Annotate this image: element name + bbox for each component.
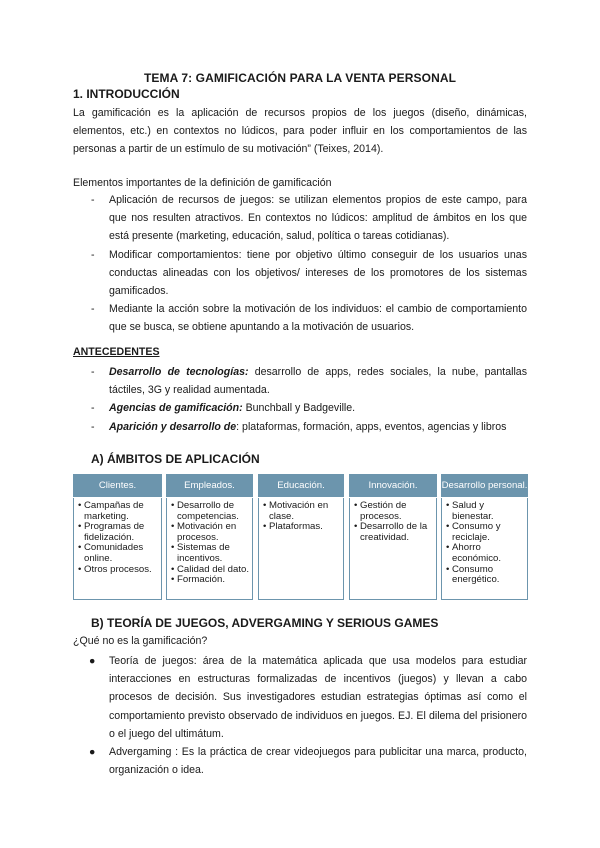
ambito-column-clientes — [73, 474, 162, 600]
ambito-item: • Formación. — [171, 575, 250, 586]
ambito-item: • Gestión de procesos. — [354, 501, 434, 522]
ambito-item: • Desarrollo de la creatividad. — [354, 522, 434, 543]
ambito-item: • Programas de fidelización. — [78, 522, 159, 543]
ambitos-heading: A) ÁMBITOS DE APLICACIÓN — [91, 452, 260, 466]
antecedente-text: desarrollo de apps, redes sociales, la nube, pantallas táctiles, 3G y realidad aumentada. — [109, 366, 527, 397]
list-item: ● Teoría de juegos: área de la matemática aplicada que usa modelos para estudiar interacciones en estructuras formalizadas de incentivos (juegos) y llevan a cabo procesos de decisión. Sus investigadores estudian estrategias óptimas así como el comportamiento previsto observado de individuos en juegos. EJ. El dilema del prisionero o el juego del ultimátum. — [89, 655, 527, 740]
list-item: - Aplicación de recursos de juegos: se utilizan elementos propios de este campo, para que nos resulten atractivos. En contextos no lúdicos: amplitud de ámbitos en los que está presente (marketing, educación, salud, política o tareas cotidianas). — [91, 194, 527, 243]
list-item-text: Aplicación de recursos de juegos: se utilizan elementos propios de este campo, para que nos resulten atractivos. En contextos no lúdicos: amplitud de ámbitos en los que está presente (marketing, educación, salud, política o tareas cotidianas). — [109, 194, 527, 243]
list-item: - Aparición y desarrollo de: plataformas, formación, apps, eventos, agencias y libros — [91, 420, 507, 433]
intro-definition: La gamificación es la aplicación de recursos propios de los juegos (diseño, dinámicas, elementos, etc.) en contextos no lúdicos, para poder influir en los comportamientos de las personas a partir de un estímulo de su motivación” (Teixes, 2014). — [73, 107, 527, 156]
antecedente-label: Desarrollo de tecnologías: — [109, 366, 249, 378]
ambito-item: • Consumo y reciclaje. — [446, 522, 525, 543]
ambito-header: Empleados. — [166, 474, 253, 497]
list-item-text: Mediante la acción sobre la motivación de los individuos: el cambio de comportamiento que se busca, se obtiene apuntando a la motivación de usuarios. — [109, 303, 527, 334]
ambito-item: • Desarrollo de competencias. — [171, 501, 250, 522]
elements-heading: Elementos importantes de la definición de gamificación — [73, 177, 332, 189]
antecedentes-heading: ANTECEDENTES — [73, 346, 160, 358]
ambito-item: • Motivación en clase. — [263, 501, 341, 522]
ambito-column-empleados — [166, 474, 253, 600]
ambito-header: Innovación. — [349, 474, 437, 497]
list-item: - Agencias de gamificación: Bunchball y Badgeville. — [91, 402, 356, 415]
ambito-item: • Ahorro económico. — [446, 543, 525, 564]
antecedente-text: Bunchball y Badgeville. — [242, 402, 356, 415]
ambito-column-desarrollo-personal — [441, 474, 528, 600]
ambitos-diagram — [73, 474, 528, 600]
ambito-item: • Motivación en procesos. — [171, 522, 250, 543]
ambito-item: • Comunidades online. — [78, 543, 159, 564]
teoria-heading: B) TEORÍA DE JUEGOS, ADVERGAMING Y SERIOUS GAMES — [91, 616, 439, 630]
list-item: ● Advergaming : Es la práctica de crear videojuegos para publicitar una marca, producto, organización o idea. — [89, 746, 527, 777]
ambito-header: Educación. — [258, 474, 344, 497]
ambito-header: Clientes. — [73, 474, 162, 497]
ambito-item: • Sistemas de incentivos. — [171, 543, 250, 564]
ambito-item: • Calidad del dato. — [171, 565, 250, 576]
list-item-text: Teoría de juegos: área de la matemática aplicada que usa modelos para estudiar interacciones en estructuras formalizadas de incentivos (juegos) y llevan a cabo procesos de decisión. Sus investigadores estudian estrategias óptimas así como el comportamiento previsto observado de individuos en juegos. EJ. El dilema del prisionero o el juego del ultimátum. — [109, 655, 527, 740]
intro-heading: 1. INTRODUCCIÓN — [73, 87, 180, 101]
teoria-list — [73, 652, 527, 779]
ambito-item: • Consumo energético. — [446, 565, 525, 586]
ambito-column-innovacion — [349, 474, 437, 600]
ambito-column-educacion — [258, 474, 344, 600]
elements-list — [73, 191, 527, 337]
ambito-item: • Salud y bienestar. — [446, 501, 525, 522]
list-item: - Modificar comportamientos: tiene por objetivo último conseguir de los usuarios unas conductas alineadas con los objetivos/ intereses de los promotores de los sistemas gamificados. — [91, 248, 527, 298]
ambito-item: • Otros procesos. — [78, 565, 159, 576]
document-title: TEMA 7: GAMIFICACIÓN PARA LA VENTA PERSONAL — [143, 71, 457, 85]
list-item: - Desarrollo de tecnologías: desarrollo de apps, redes sociales, la nube, pantallas táctiles, 3G y realidad aumentada. — [91, 366, 527, 397]
antecedente-label: Aparición y desarrollo de — [109, 420, 237, 433]
list-item-text: Advergaming : Es la práctica de crear videojuegos para publicitar una marca, producto, organización o idea. — [109, 746, 527, 777]
list-item-text: Modificar comportamientos: tiene por objetivo último conseguir de los usuarios unas conductas alineadas con los objetivos/ intereses de los promotores de los sistemas gamificados. — [109, 248, 527, 298]
ambito-item: • Plataformas. — [263, 522, 341, 533]
list-item: - Mediante la acción sobre la motivación de los individuos: el cambio de comportamiento que se busca, se obtiene apuntando a la motivación de usuarios. — [91, 303, 527, 334]
ambito-header: Desarrollo personal. — [441, 474, 528, 497]
ambito-item: • Campañas de marketing. — [78, 501, 159, 522]
antecedente-label: Agencias de gamificación: — [109, 402, 243, 415]
teoria-question: ¿Qué no es la gamificación? — [73, 635, 208, 647]
antecedentes-list — [73, 363, 527, 436]
antecedente-text: : plataformas, formación, apps, eventos, agencias y libros — [236, 420, 507, 433]
